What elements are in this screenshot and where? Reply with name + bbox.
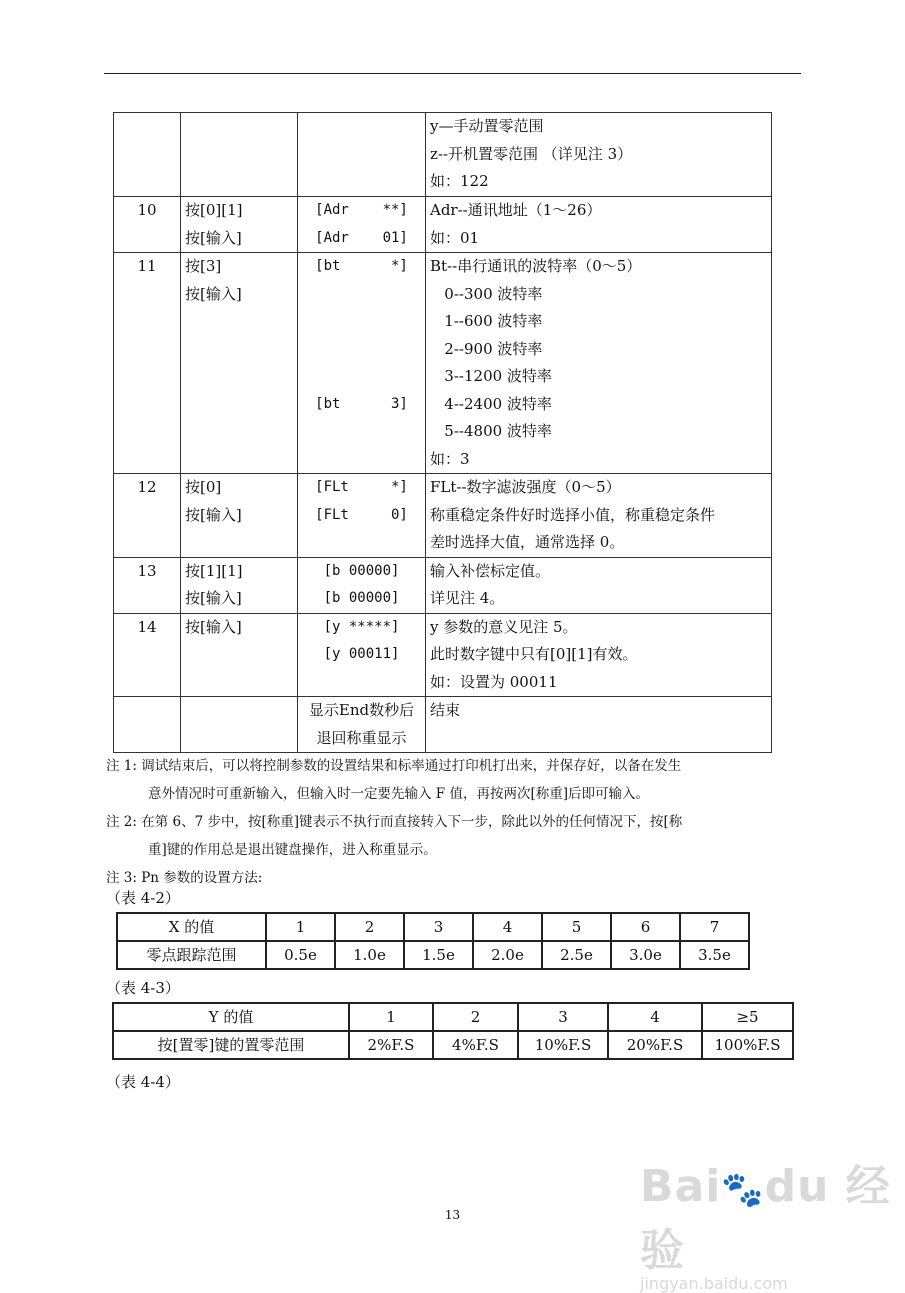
table-cell: 2 [433,1003,518,1031]
key-action [181,474,298,558]
cell-line: [Adr **] [315,202,408,218]
cell-line: 按[输入] [185,589,242,607]
cell-line: 按[输入] [185,284,242,303]
cell-line: [b 00000] [323,590,400,606]
description [426,557,772,613]
cell-line: 结束 [430,701,461,719]
cell-line: 0--300 波特率 [430,284,543,303]
cell-line: y—手动置零范围 [430,117,544,135]
cell-line: 详见注 4。 [430,589,505,607]
cell-line: [y 00011] [323,646,400,662]
table-4-3 [112,1002,794,1060]
table-row [114,613,772,697]
note-3 [106,864,806,892]
note-text: 意外情况时可重新输入，但输入时一定要先输入 F 值，再按两次[称重]后即可输入。 [148,786,649,802]
key-action [181,113,298,197]
note-1 [106,752,806,808]
cell-line: [FLt 0] [315,506,408,523]
note-text: 重]键的作用总是退出键盘操作，进入称重显示。 [148,842,437,858]
table-cell: 4%F.S [433,1031,518,1059]
cell-line: 1--600 波特率 [430,312,543,330]
table-cell: 零点跟踪范围 [117,941,266,969]
page-number: 13 [444,1208,461,1222]
settings-table [113,112,772,753]
cell-line: 按[3] [185,257,222,275]
display-value [298,113,426,197]
step-number: 11 [114,253,181,474]
notes [106,752,806,892]
table-cell: 0.5e [266,941,335,969]
cell-line [302,113,421,141]
cell-line: [bt *] [315,258,408,274]
table-cell: 3 [404,913,473,941]
cell-line [302,281,421,309]
cell-line: 4--2400 波特率 [430,394,552,413]
cell-line: [b 00000] [323,562,400,579]
table-row [114,253,772,474]
description [426,697,772,753]
table-row [113,1031,793,1059]
cell-line: 按[0][1] [185,201,243,219]
cell-line: 输入补偿标定值。 [430,561,551,580]
table-4-2-caption: （表 4-2） [106,889,180,907]
cell-line: 如：122 [430,172,489,190]
table-cell: 2 [335,913,404,941]
cell-line: 2--900 波特率 [430,339,543,358]
table-row [114,697,772,753]
table-row [117,941,749,969]
table-cell: 4 [473,913,542,941]
table-cell: 20%F.S [608,1031,702,1059]
table-header-row [117,913,749,941]
cell-line [302,336,421,364]
table-cell: Y 的值 [113,1003,349,1031]
cell-line: 称重稳定条件好时选择小值，称重稳定条件 [430,505,716,524]
cell-line: 5--4800 波特率 [430,422,552,440]
table-row [114,474,772,558]
note-text: 注 3: Pn 参数的设置方法: [106,870,263,886]
display-value [298,197,426,253]
table-cell: 10%F.S [518,1031,608,1059]
table-cell: 6 [611,913,680,941]
cell-line: [Adr 01] [315,229,408,246]
cell-line: 按[0] [185,478,222,496]
table-row [114,113,772,197]
display-value [298,613,426,697]
cell-line: 如：3 [430,449,470,468]
cell-line: 按[输入] [185,617,242,636]
table-cell: 5 [542,913,611,941]
table-4-4-caption: （表 4-4） [106,1073,180,1091]
cell-line: [y *****] [323,618,400,635]
table-cell: 3 [518,1003,608,1031]
baidu-jingyan-watermark: Bai🐾du 经验 jingyan.baidu.com [640,1161,891,1293]
table-row [114,197,772,253]
note-text: 注 2: 在第 6、7 步中，按[称重]键表示不执行而直接转入下一步，除此以外的任何情况下，按[称 [106,814,683,830]
cell-line: FLt--数字滤波强度（0～5） [430,478,621,496]
description [426,253,772,474]
table-cell: 3.5e [680,941,749,969]
table-4-2 [116,912,750,970]
cell-line: 按[输入] [185,505,242,524]
cell-line [185,113,293,141]
table-cell: 2%F.S [349,1031,433,1059]
step-number: 13 [114,557,181,613]
key-action [181,197,298,253]
table-cell: 1 [266,913,335,941]
table-cell: 100%F.S [702,1031,793,1059]
table-cell: 2.0e [473,941,542,969]
cell-line: z--开机置零范围 （详见注 3） [430,144,633,163]
step-number [114,113,181,197]
cell-line: 退回称重显示 [316,728,407,747]
cell-line: 显示End数秒后 [308,701,415,719]
table-cell: ≥5 [702,1003,793,1031]
key-action [181,253,298,474]
key-action [181,613,298,697]
table-cell: 1 [349,1003,433,1031]
display-value [298,697,426,753]
cell-line: Bt--串行通讯的波特率（0～5） [430,257,642,275]
description [426,113,772,197]
display-value [298,474,426,558]
cell-line: 此时数字键中只有[0][1]有效。 [430,645,638,663]
cell-line: 如：01 [430,228,480,247]
table-cell: 7 [680,913,749,941]
table-header-row [113,1003,793,1031]
description [426,197,772,253]
step-number [114,697,181,753]
table-row [114,557,772,613]
cell-line: 按[1][1] [185,561,243,580]
table-cell: 4 [608,1003,702,1031]
cell-line: Adr--通讯地址（1～26） [430,201,602,219]
table-cell: X 的值 [117,913,266,941]
note-2 [106,808,806,864]
table-cell: 2.5e [542,941,611,969]
description [426,474,772,558]
cell-line: [FLt *] [315,479,408,495]
cell-line: 如：设置为 00011 [430,672,558,691]
cell-line: 差时选择大值，通常选择 0。 [430,533,625,551]
cell-line: [bt 3] [315,395,408,412]
table-4-3-caption: （表 4-3） [106,979,180,997]
step-number: 10 [114,197,181,253]
cell-line [302,308,421,336]
display-value [298,557,426,613]
cell-line: 按[输入] [185,228,242,247]
step-number: 12 [114,474,181,558]
cell-line: 3--1200 波特率 [430,367,552,385]
cell-line: y 参数的意义见注 5。 [430,617,578,636]
cell-line [302,363,421,391]
header-rule [104,73,801,74]
key-action [181,557,298,613]
table-cell: 按[置零]键的置零范围 [113,1031,349,1059]
display-value [298,253,426,474]
step-number: 14 [114,613,181,697]
cell-line [185,697,293,725]
table-cell: 1.5e [404,941,473,969]
key-action [181,697,298,753]
note-text: 注 1: 调试结束后，可以将控制参数的设置结果和标率通过打印机打出来，并保存好，以备在发生 [106,758,682,774]
table-cell: 1.0e [335,941,404,969]
description [426,613,772,697]
table-cell: 3.0e [611,941,680,969]
